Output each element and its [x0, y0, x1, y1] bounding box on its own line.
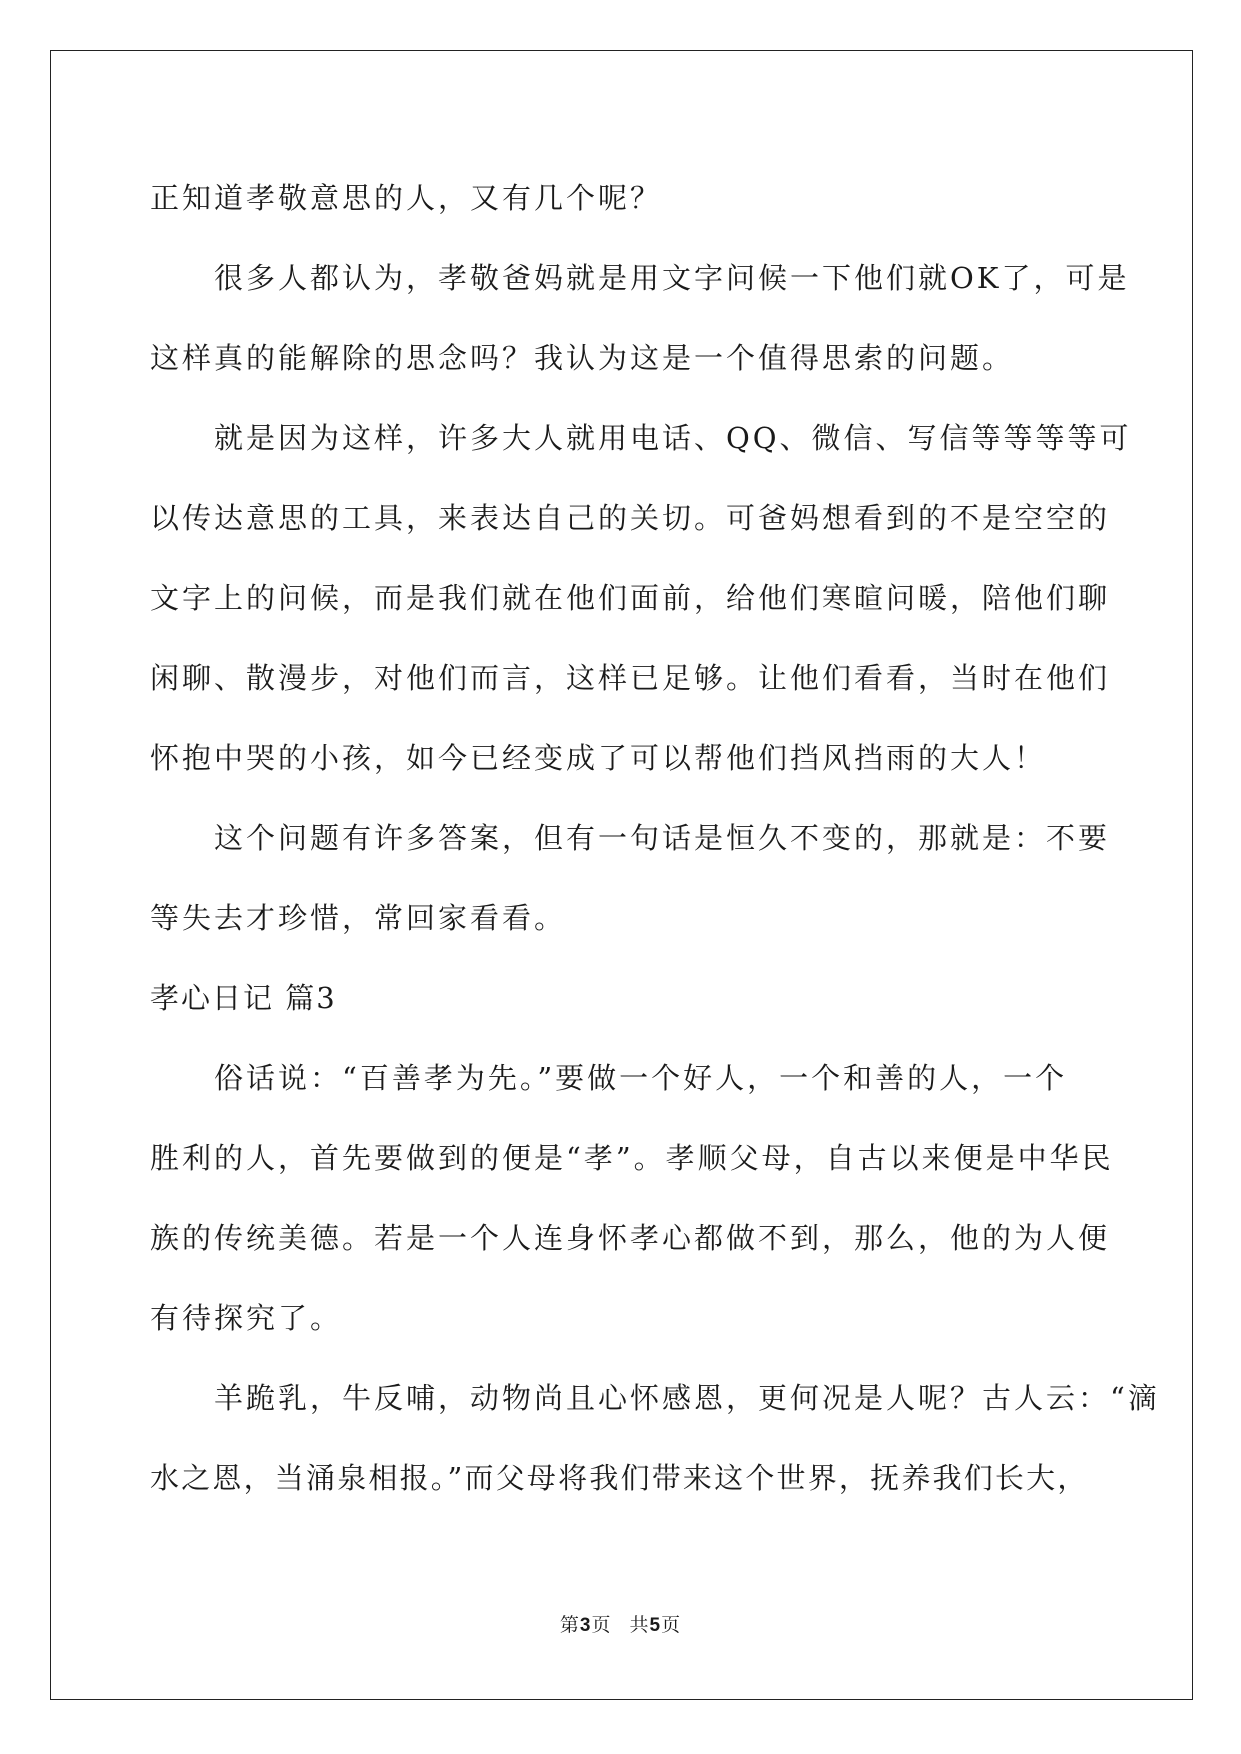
text-line: 很多人都认为，孝敬爸妈就是用文字问候一下他们就OK了，可是 [214, 261, 1130, 295]
page-footer [0, 1610, 1241, 1637]
text-line: 族的传统美德。若是一个人连身怀孝心都做不到，那么，他的为人便 [150, 1221, 1111, 1255]
text-line: 羊跪乳，牛反哺，动物尚且心怀感恩，更何况是人呢？古人云：“滴 [214, 1381, 1160, 1415]
text-line: 怀抱中哭的小孩，如今已经变成了可以帮他们挡风挡雨的大人！ [150, 741, 1047, 775]
footer-total-suffix: 页 [661, 1614, 682, 1636]
text-line: 有待探究了。 [150, 1301, 343, 1335]
section-heading: 孝心日记 篇3 [150, 981, 337, 1015]
text-line: 这个问题有许多答案，但有一句话是恒久不变的，那就是：不要 [214, 821, 1111, 855]
text-line: 正知道孝敬意思的人，又有几个呢？ [150, 181, 663, 215]
text-line: 等失去才珍惜，常回家看看。 [150, 901, 567, 935]
text-line: 闲聊、散漫步，对他们而言，这样已足够。让他们看看，当时在他们 [150, 661, 1111, 695]
text-line: 胜利的人，首先要做到的便是“孝”。孝顺父母，自古以来便是中华民 [150, 1141, 1114, 1175]
text-line: 以传达意思的工具，来表达自己的关切。可爸妈想看到的不是空空的 [150, 501, 1111, 535]
footer-page-mid: 页 [591, 1614, 612, 1636]
text-line: 水之恩，当涌泉相报。”而父母将我们带来这个世界，抚养我们长大， [150, 1461, 1089, 1495]
text-line: 这样真的能解除的思念吗？我认为这是一个值得思索的问题。 [150, 341, 1015, 375]
document-body [150, 158, 1160, 1518]
text-line: 就是因为这样，许多大人就用电话、QQ、微信、写信等等等等可 [214, 421, 1132, 455]
text-line: 俗话说：“百善孝为先。”要做一个好人，一个和善的人，一个 [214, 1061, 1068, 1095]
footer-total-prefix: 共 [629, 1614, 650, 1636]
text-line: 文字上的问候，而是我们就在他们面前，给他们寒暄问暖，陪他们聊 [150, 581, 1111, 615]
footer-page-current: 3 [579, 1615, 592, 1636]
footer-page-total: 5 [649, 1615, 662, 1636]
footer-page-prefix: 第 [559, 1614, 580, 1636]
